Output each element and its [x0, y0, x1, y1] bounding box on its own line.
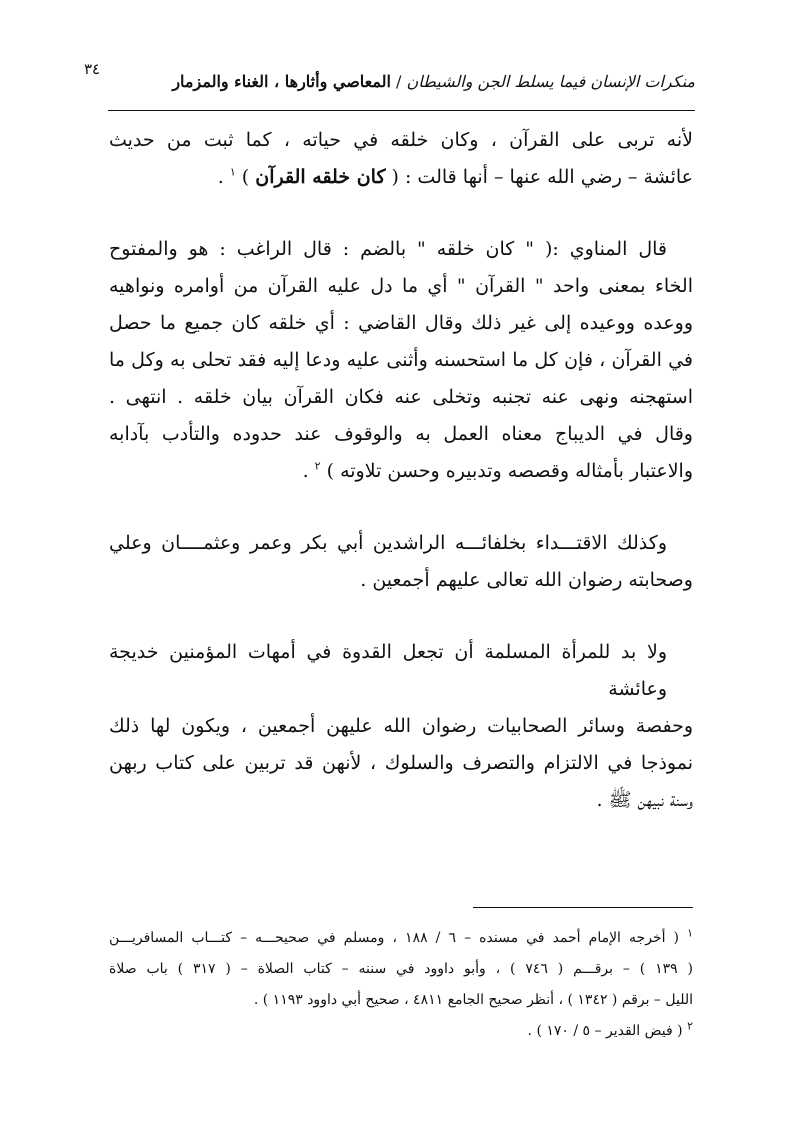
header-rule [108, 110, 695, 111]
text-line: ولا بد للمرأة المسلمة أن تجعل القدوة في أمهات المؤمنين خديجة وعائشة [109, 641, 667, 700]
running-header [135, 72, 695, 91]
body-text [109, 122, 693, 819]
footnote-line: ( ١٣٩ ) – برقـــم ( ٧٤٦ ) ، وأبو داوود في سننه – كتاب الصلاة – ( ٣١٧ ) باب صلاة [109, 961, 693, 977]
text-line: الخاء بمعنى واحد " القرآن " أي ما دل عليه القرآن من أوامره ونواهيه [109, 275, 693, 297]
text-line: نموذجا في الالتزام والتصرف والسلوك ، لأنهن قد تربين على كتاب ربهن [109, 752, 693, 774]
paragraph-3 [109, 525, 693, 599]
paragraph-1 [109, 122, 693, 196]
text-line: ووعده ووعيده إلى غير ذلك وقال القاضي : أي خلقه كان جميع ما حصل [109, 312, 693, 334]
book-title: منكرات الإنسان فيما يسلط الجن والشيطان [406, 72, 695, 91]
paragraph-4 [109, 634, 693, 819]
footnote-ref-1[interactable]: ١ [229, 165, 236, 179]
text-line: استهجنه ونهى عنه تجنبه وتخلى عنه فكان القرآن بيان خلقه . انتهى . [109, 386, 693, 408]
text-line: وقال في الديباج معناه العمل به والوقوف عند حدوده والتأدب بآدابه [109, 423, 693, 445]
text-line: وصحابته رضوان الله تعالى عليهم أجمعين . [360, 569, 693, 591]
text-run: ( أخرجه الإمام أحمد في مسنده – ٦ / ١٨٨ ، ومسلم في صحيحـــه – كتـــاب المسافريـــن [109, 930, 679, 946]
text-line [109, 453, 693, 490]
text-run: عائشة – رضي الله عنها – أنها قالت : ( [385, 166, 693, 188]
text-run: . [217, 166, 230, 188]
text-line [109, 159, 693, 196]
page-number: ٣٤ [84, 60, 101, 78]
text-run: ( فيض القدير – ٥ / ١٧٠ ) . [527, 1023, 683, 1039]
footnote-1 [109, 923, 693, 1016]
text-line: لأنه تربى على القرآن ، وكان خلقه في حياته ، كما ثبت من حديث [109, 129, 693, 151]
footnote-marker: ٢ [687, 1019, 693, 1033]
footnote-marker: ١ [687, 926, 693, 940]
paragraph-2 [109, 231, 693, 490]
footnotes [109, 923, 693, 1047]
text-run: ) [235, 166, 256, 188]
text-line: وكذلك الاقتـــداء بخلفائـــه الراشدين أبي بكر وعمر وعثمــــان وعلي [109, 532, 667, 554]
hadith-quote: كان خلقه القرآن [255, 166, 386, 188]
text-line: في القرآن ، فإن كل ما استحسنه وأثنى عليه ودعا إليه فقد تحلى به وكل ما [109, 349, 693, 371]
text-line: وسنة نبيهن ﷺ . [596, 789, 693, 811]
footnote-rule [473, 907, 693, 908]
text-line: وحفصة وسائر الصحابيات رضوان الله عليهن أجمعين ، ويكون لها ذلك [109, 715, 693, 737]
text-run: . [302, 460, 315, 482]
footnote-2 [109, 1016, 693, 1047]
header-separator: / [396, 72, 402, 91]
footnote-line: الليل – برقم ( ١٣٤٢ ) ، أنظر صحيح الجامع ٤٨١١ ، صحيح أبي داوود ١١٩٣ ) . [253, 992, 693, 1008]
footnote-line [109, 923, 693, 954]
footnote-ref-2[interactable]: ٢ [314, 459, 321, 473]
footnote-line [109, 1016, 693, 1047]
text-line: قال المناوي :( " كان خلقه " بالضم : قال الراغب : هو والمفتوح [109, 238, 667, 260]
chapter-title: المعاصي وأثارها ، الغناء والمزمار [172, 72, 391, 91]
text-run: والاعتبار بأمثاله وقصصه وتدبيره وحسن تلاوته ) [320, 460, 693, 482]
